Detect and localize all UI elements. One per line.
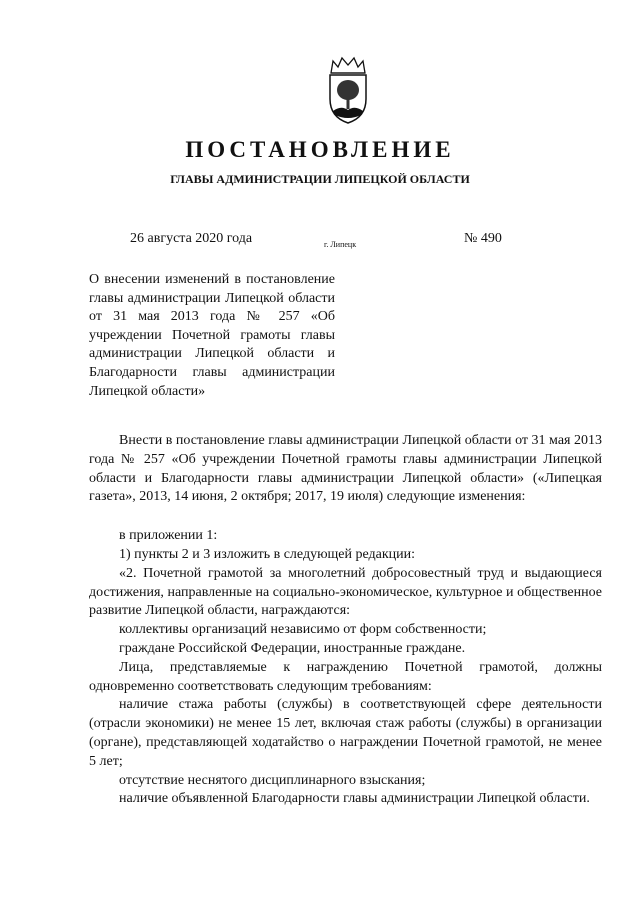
citizens-paragraph: граждане Российской Федерации, иностранные граждане.	[119, 640, 466, 656]
gratitude-paragraph: наличие объявленной Благодарности главы администрации Липецкой области.	[119, 791, 590, 807]
document-body	[89, 432, 602, 809]
point-2-paragraph: «2. Почетной грамотой за многолетний добросовестный труд и выдающиеся достижения, направленные на социально-экономическое, культурное и общественное развитие Липецкой области, награждаются:	[89, 565, 602, 619]
persons-paragraph: Лица, представляемые к награждению Почетной грамотой, должны одновременно соответствовать следующим требованиям:	[89, 659, 602, 694]
issuing-authority: ГЛАВЫ АДМИНИСТРАЦИИ ЛИПЕЦКОЙ ОБЛАСТИ	[170, 172, 470, 186]
collectives-paragraph: коллективы организаций независимо от форм собственности;	[119, 622, 487, 638]
document-subject: О внесении изменений в постановление главы администрации Липецкой области от 31 мая 2013 года № 257 «Об учреждении Почетной грамоты главы администрации Липецкой области и Благодарности главы администрации Липецкой области»	[89, 272, 335, 399]
appendix-paragraph: в приложении 1:	[119, 528, 218, 544]
intro-paragraph: Внести в постановление главы администрации Липецкой области от 31 мая 2013 года № 257 «Об учреждении Почетной грамоты главы администрации Липецкой области и Благодарности главы администрации Липецкой области» («Липецкая газета», 2013, 14 июня, 2 октября; 2017, 19 июля) следующие изменения:	[89, 433, 602, 505]
document-title: ПОСТАНОВЛЕНИЕ	[185, 137, 455, 162]
document-number: № 490	[464, 231, 502, 246]
item-1-paragraph: 1) пункты 2 и 3 изложить в следующей редакции:	[119, 546, 416, 562]
document-place: г. Липецк	[324, 240, 357, 249]
experience-paragraph: наличие стажа работы (службы) в соответствующей сфере деятельности (отрасли экономики) не менее 15 лет, включая стаж работы (службы) в организации (органе), представляющей ходатайство о награждении Почетной грамотой, не менее 5 лет;	[89, 697, 602, 769]
lipetsk-coat-of-arms-icon	[323, 55, 373, 125]
no-penalty-paragraph: отсутствие неснятого дисциплинарного взыскания;	[119, 772, 426, 788]
document-date: 26 августа 2020 года	[130, 231, 253, 246]
